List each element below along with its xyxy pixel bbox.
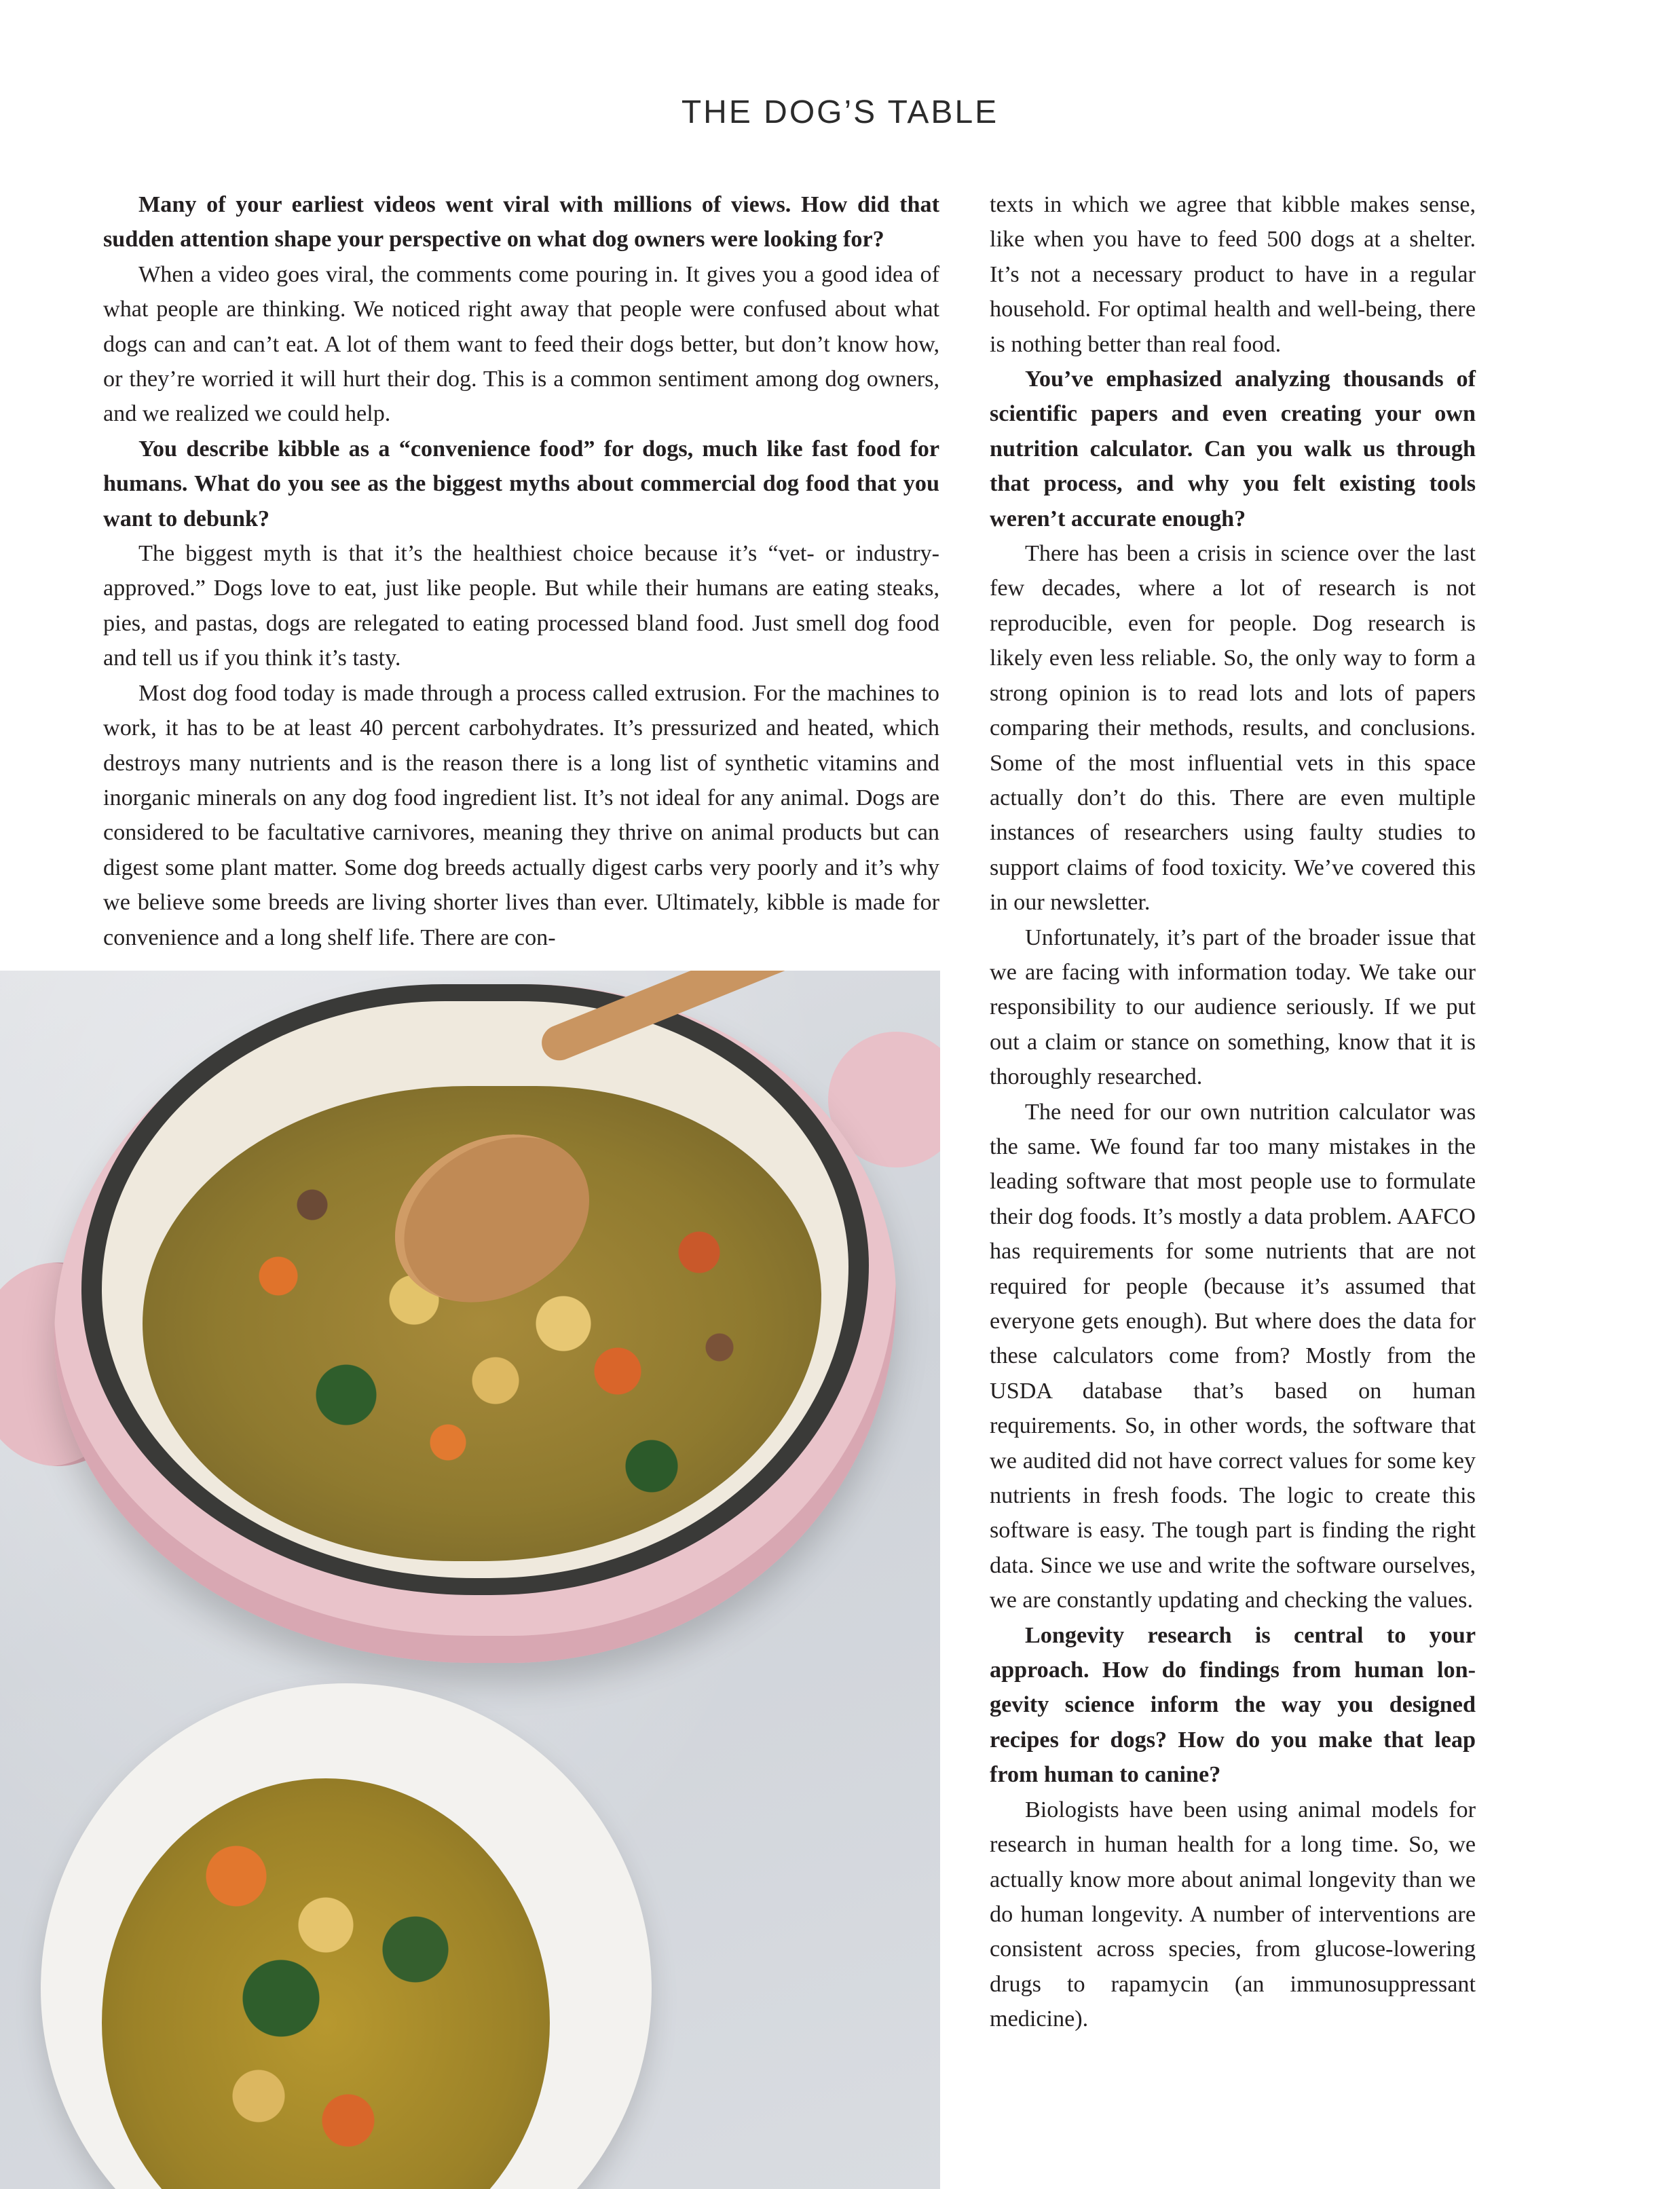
interview-answer: Biologists have been using animal models for research in human health for a long time. So, we actually know more about animal longevity than we do human longevity. A number of interventions are consistent across species, from glucose-lowering drugs to rapamycin (an immunosuppressant medicine). xyxy=(990,1797,1476,2032)
interview-question: Many of your earliest videos went viral with millions of views. How did that sudden attention shape your perspective on what dog owners were looking for? xyxy=(103,192,939,252)
interview-answer: There has been a crisis in science over the last few decades, where a lot of research is not reproducible, even for people. Dog research is likely even less reliable. So, the only way to form a strong opinion is to read lots and lots of papers comparing their methods, results, and conclusions. Some of the most influential vets in this space actually don’t do this. There are even multiple instances of researchers using faulty studies to support claims of food toxicity. We’ve covered this in our newsletter. xyxy=(990,541,1476,916)
interview-answer: When a video goes viral, the comments come pouring in. It gives you a good idea of what people are thinking. We noticed right away that people were confused about what dogs can and can’t eat. A lot of them want to feed their dogs better, but don’t know how, or they’re worried it will hurt their dog. This is a common sentiment among dog owners, and we realized we could help. xyxy=(103,261,939,427)
interview-answer: Unfortunately, it’s part of the broader issue that we are facing with information today. We take our responsibility to our audience seriously. If we put out a claim or stance on something, know that it is thoroughly researched. xyxy=(990,924,1476,1090)
dog-food-soup-photo xyxy=(0,971,940,2189)
interview-answer: The biggest myth is that it’s the healthiest choice because it’s “vet- or industry-approved.” Dogs love to eat, just like people. But while their humans are eating steaks, pies, and pastas, dogs are relegated to eating processed bland food. Just smell dog food and tell us if you think it’s tasty. xyxy=(103,541,939,671)
right-column xyxy=(990,187,1476,2037)
interview-question: You’ve emphasized analyzing thousands of scientific papers and even creating your own nutrition calculator. Can you walk us through that process, and why you felt existing tools weren’t accurate enough? xyxy=(990,367,1476,531)
interview-answer: texts in which we agree that kibble makes sense, like when you have to feed 500 dogs at a shelter. It’s not a necessary product to have in a regular household. For optimal health and well-being, there is nothing better than real food. xyxy=(990,192,1476,357)
interview-question: You describe kibble as a “convenience food” for dogs, much like fast food for humans. What do you see as the biggest myths about commercial dog food that you want to debunk? xyxy=(103,436,939,531)
running-head: THE DOG’S TABLE xyxy=(681,94,999,130)
interview-answer: The need for our own nutrition calculator was the same. We found far too many mistakes in the leading software that most people use to formulate their dog foods. It’s mostly a data problem. AAFCO has requirements for some nutrients that are not required for people (because it’s assumed that everyone gets enough). But where does the data for these calculators come from? Mostly from the USDA database that’s based on human requirements. So, in other words, the software that we audited did not have correct values for some key nutrients in fresh foods. The logic to create this software is easy. The tough part is finding the right data. Since we use and write the software ourselves, we are constantly updating and checking the values. xyxy=(990,1099,1476,1613)
interview-question: Longevity research is central to your approach. How do findings from human longevity science inform the way you designed recipes for dogs? How do you make that leap from human to canine? xyxy=(990,1622,1476,1788)
left-column xyxy=(103,187,939,955)
interview-answer: Most dog food today is made through a process called extrusion. For the machines to work, it has to be at least 40 percent carbohydrates. It’s pressurized and heated, which destroys many nutrients and is the reason there is a long list of synthetic vitamins and inorganic minerals on any dog food ingredient list. It’s not ideal for any animal. Dogs are considered to be facultative carnivores, meaning they thrive on animal products but can digest some plant matter. Some dog breeds actually digest carbs very poorly and it’s why we believe some breeds are living shorter lives than ever. Ultimately, kibble is made for convenience and a long shelf life. There are con- xyxy=(103,680,939,950)
